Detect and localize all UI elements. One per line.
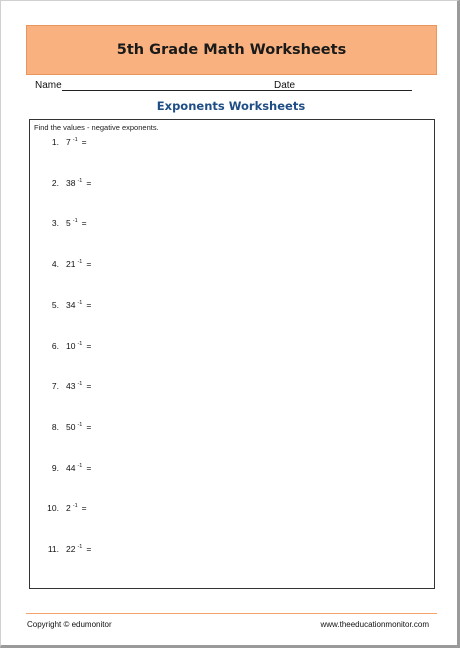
problem-item — [35, 300, 91, 314]
problem-exponent: -1 — [77, 381, 83, 388]
problem-equals: = — [86, 259, 92, 270]
problem-exponent: -1 — [77, 340, 83, 347]
problem-number: 11. — [47, 544, 59, 554]
problem-exponent: -1 — [77, 544, 83, 550]
problem-item — [35, 422, 91, 436]
problem-number: 1. — [51, 137, 59, 147]
problem-number: 4. — [51, 259, 59, 270]
problem-exponent: -1 — [77, 462, 83, 469]
problem-base: 34 — [66, 299, 76, 310]
problem-base: 10 — [66, 340, 76, 351]
date-blank-line — [295, 90, 412, 91]
copyright-text: Copyright © edumonitor — [27, 620, 112, 629]
name-blank-line — [62, 90, 308, 91]
name-date-row — [35, 80, 415, 94]
problem-base: 50 — [66, 421, 76, 432]
problem-equals: = — [81, 218, 87, 229]
problem-base: 5 — [66, 218, 71, 229]
problem-item — [35, 463, 91, 477]
problem-base: 2 — [66, 503, 71, 514]
problem-base: 22 — [66, 544, 76, 554]
problem-number: 8. — [51, 421, 59, 432]
name-label: Name — [35, 80, 62, 91]
problem-item — [35, 259, 91, 273]
problem-equals: = — [86, 462, 92, 473]
problem-exponent: -1 — [77, 259, 83, 266]
website-text: www.theeducationmonitor.com — [320, 620, 429, 629]
problem-number: 2. — [51, 177, 59, 188]
problem-base: 38 — [66, 177, 76, 188]
problem-exponent: -1 — [77, 177, 83, 184]
problem-equals: = — [81, 503, 87, 514]
problem-item — [35, 137, 87, 151]
problem-number: 10. — [47, 503, 59, 514]
problem-equals: = — [86, 421, 92, 432]
problem-number: 3. — [51, 218, 59, 229]
problem-item — [35, 341, 91, 355]
problem-number: 9. — [51, 462, 59, 473]
date-label: Date — [274, 80, 296, 91]
worksheet-title: 5th Grade Math Worksheets — [116, 42, 347, 58]
problem-item — [35, 381, 91, 395]
footer-rule — [26, 613, 437, 614]
problem-exponent: -1 — [72, 137, 78, 143]
problem-number: 7. — [51, 381, 59, 392]
problem-base: 44 — [66, 462, 76, 473]
problem-exponent: -1 — [72, 218, 78, 225]
instruction-text: Find the values - negative exponents. — [34, 123, 159, 132]
worksheet-subtitle: Exponents Worksheets — [156, 99, 306, 113]
problem-equals: = — [86, 381, 92, 392]
problem-equals: = — [81, 137, 87, 147]
problem-exponent: -1 — [77, 421, 83, 428]
problem-item — [35, 178, 91, 192]
problem-exponent: -1 — [72, 503, 78, 510]
problem-equals: = — [86, 340, 92, 351]
problem-base: 7 — [66, 137, 71, 147]
problem-base: 21 — [66, 259, 76, 270]
title-banner — [26, 25, 437, 75]
problem-number: 6. — [51, 340, 59, 351]
problem-exponent: -1 — [77, 299, 83, 306]
problem-number: 5. — [51, 299, 59, 310]
problem-equals: = — [86, 177, 92, 188]
problem-equals: = — [86, 544, 92, 554]
problem-item — [35, 218, 87, 232]
problem-equals: = — [86, 299, 92, 310]
problem-item — [35, 544, 91, 558]
problem-base: 43 — [66, 381, 76, 392]
problem-item — [35, 503, 87, 517]
problems-box — [29, 119, 435, 589]
